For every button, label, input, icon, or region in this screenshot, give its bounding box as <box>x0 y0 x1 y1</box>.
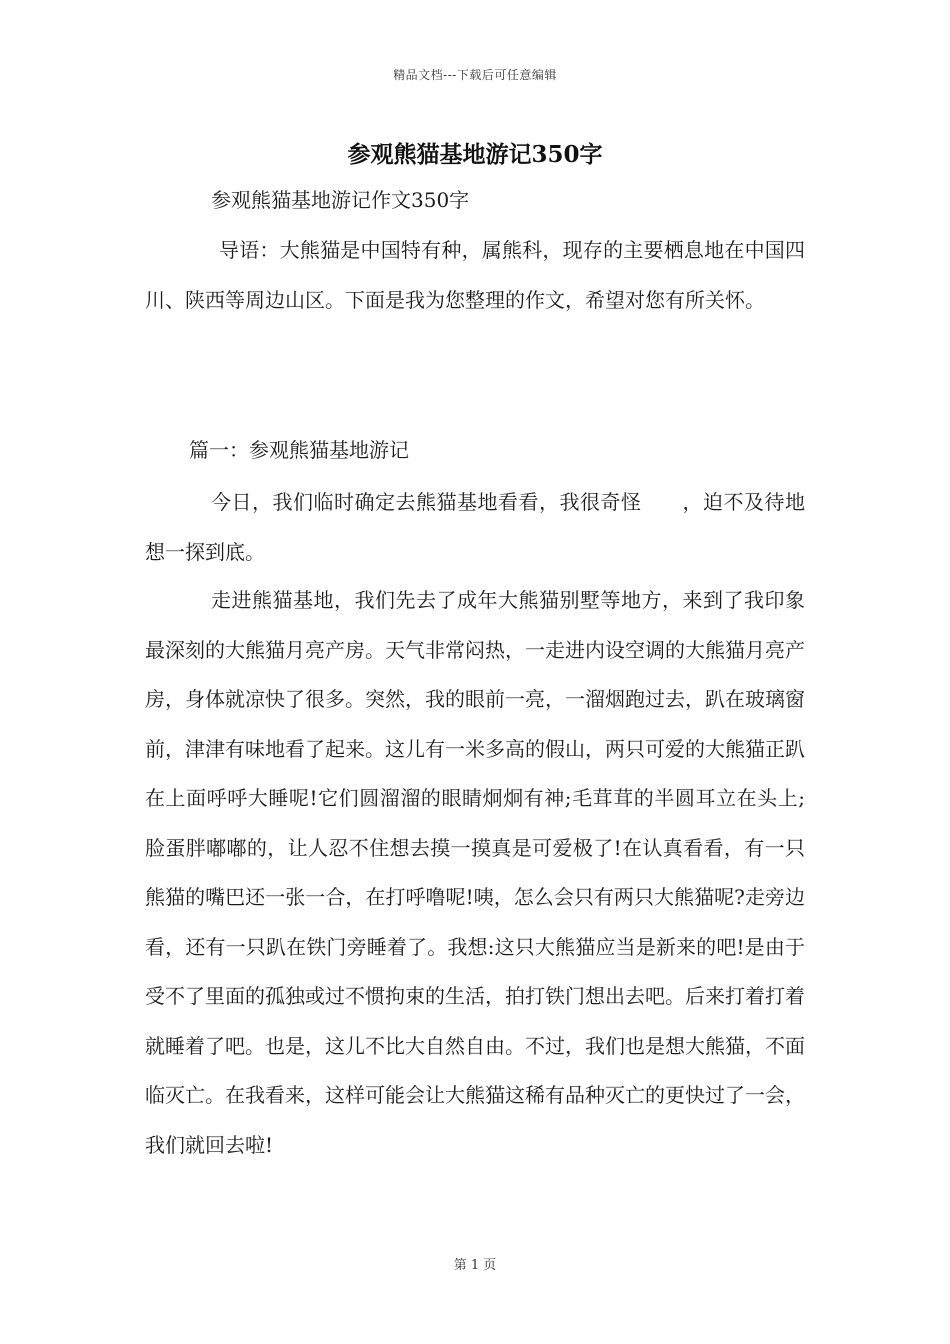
page-header: 精品文档---下载后可任意编辑 <box>393 68 557 82</box>
document-title: 参观熊猫基地游记350字 <box>347 141 603 168</box>
paragraph-1: 今日，我们临时确定去熊猫基地看看，我很奇怪 ，迫不及待地想一探到底。 <box>145 490 805 564</box>
chapter-heading: 篇一：参观熊猫基地游记 <box>189 438 409 462</box>
paragraph-2: 走进熊猫基地，我们先去了成年大熊猫别墅等地方，来到了我印象最深刻的大熊猫月亮产房。天气非常闷热，一走进内设空调的大熊猫月亮产房，身体就凉快了很多。突然，我的眼前一亮，一溜烟跑过去，趴在玻璃窗前，津津有味地看了起来。这儿有一米多高的假山，两只可爱的大熊猫正趴在上面呼呼大睡呢!它们圆溜溜的眼睛炯炯有神;毛茸茸的半圆耳立在头上;脸蛋胖嘟嘟的，让人忍不住想去摸一摸真是可爱极了!在认真看看，有一只熊猫的嘴巴还一张一合，在打呼噜呢!咦，怎么会只有两只大熊猫呢?走旁边看，还有一只趴在铁门旁睡着了。我想:这只大熊猫应当是新来的吧!是由于受不了里面的孤独或过不惯拘束的生活，拍打铁门想出去吧。后来打着打着就睡着了吧。也是，这儿不比大自然自由。不过，我们也是想大熊猫，不面临灭亡。在我看来，这样可能会让大熊猫这稀有品种灭亡的更快过了一会，我们就回去啦! <box>145 588 805 1157</box>
document-subtitle: 参观熊猫基地游记作文350字 <box>211 188 470 212</box>
intro-paragraph: 导语：大熊猫是中国特有种，属熊科，现存的主要栖息地在中国四川、陕西等周边山区。下面是我为您整理的作文，希望对您有所关怀。 <box>145 238 805 312</box>
page-number: 第 1 页 <box>453 1258 497 1273</box>
